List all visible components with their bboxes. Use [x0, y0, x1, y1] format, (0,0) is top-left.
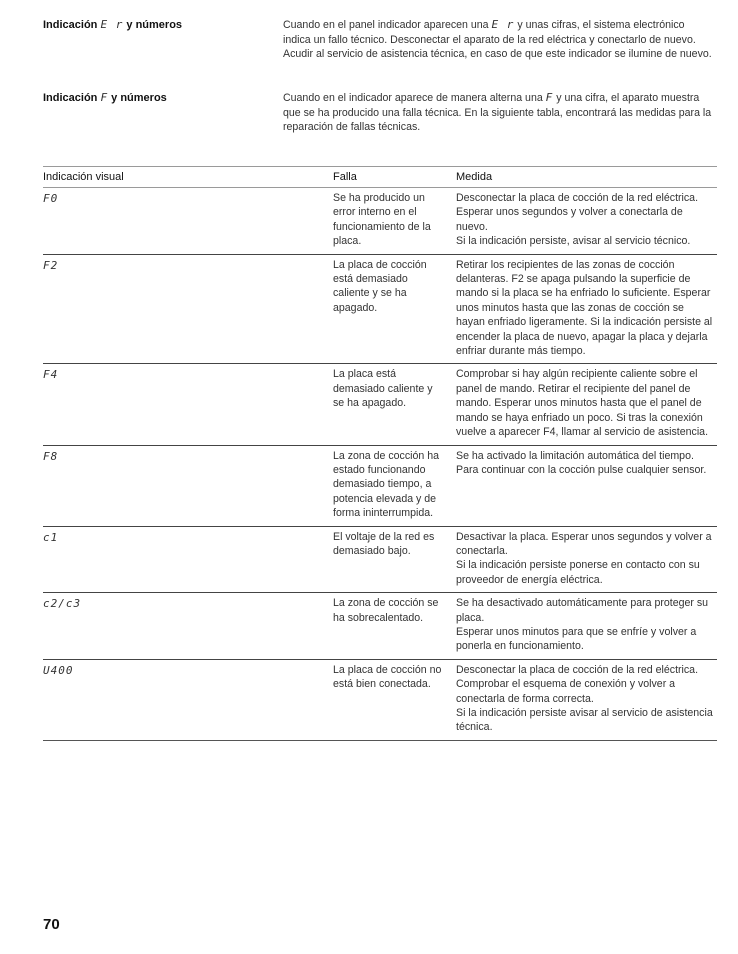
cell-falla: Se ha producido un error interno en el funcionamiento de la placa. — [323, 188, 450, 255]
display-code: c2/c3 — [43, 597, 82, 611]
page-number: 70 — [43, 916, 60, 933]
display-code: c1 — [43, 530, 59, 544]
medida-line: Desconectar la placa de cocción de la red eléctrica. Comprobar el esquema de conexión y volver a conectarla de forma correcta. — [456, 663, 699, 705]
cell-falla: La placa de cocción está demasiado caliente y se ha apagado. — [323, 254, 450, 364]
column-header-medida: Medida — [450, 167, 717, 188]
table-row — [43, 254, 717, 364]
cell-falla: La zona de cocción se ha sobrecalentado. — [323, 593, 450, 660]
table-row — [43, 445, 717, 526]
display-code: F — [545, 91, 554, 104]
cell-display-code — [43, 659, 323, 740]
medida-line: Retirar los recipientes de las zonas de cocción delanteras. F2 se apaga pulsando la superficie de mando si la placa se ha enfriado lo suficiente. Esperar unos minutos hasta que las zonas de cocción se hayan enfriado ligeramente. Si la indicación persiste al encender la placa de nuevo, apagar la placa y dejarla enfriar durante más tiempo. — [456, 258, 713, 358]
label-text: y números — [123, 19, 183, 31]
table-row — [43, 364, 717, 445]
cell-display-code — [43, 364, 323, 445]
table-row — [43, 659, 717, 740]
medida-line: Comprobar si hay algún recipiente caliente sobre el panel de mando. Retirar el recipiente del panel de mando. Esperar unos minutos hasta que el panel de mando se haya enfriado un poco. Si tras la conexión vuelve a aparecer F4, llamar al servicio de asistencia. — [456, 368, 709, 439]
cell-medida — [450, 364, 717, 445]
medida-line: Desconectar la placa de cocción de la red eléctrica. Esperar unos segundos y volver a conectarla de nuevo. — [456, 192, 699, 233]
cell-medida — [450, 526, 717, 593]
cell-display-code — [43, 526, 323, 593]
label-text: Indicación — [43, 19, 101, 31]
cell-display-code — [43, 445, 323, 526]
display-code: F8 — [43, 449, 59, 463]
paragraph-text: Cuando en el panel indicador aparecen una — [283, 19, 492, 31]
cell-medida — [450, 254, 717, 364]
cell-medida — [450, 188, 717, 255]
display-code: U400 — [43, 663, 74, 677]
cell-medida — [450, 659, 717, 740]
display-code: F — [100, 91, 109, 104]
cell-display-code — [43, 254, 323, 364]
intro-label — [43, 18, 182, 31]
display-code: E r — [100, 18, 124, 31]
intro-text — [283, 91, 715, 135]
label-text: y números — [108, 92, 167, 104]
display-code: E r — [491, 18, 515, 31]
medida-line: Para continuar con la cocción pulse cualquier sensor. — [456, 463, 707, 476]
column-header-indicacion: Indicación visual — [43, 167, 323, 188]
medida-line: Si la indicación persiste avisar al servicio de asistencia técnica. — [456, 707, 713, 734]
table-row — [43, 188, 717, 255]
medida-line: Si la indicación persiste, avisar al servicio técnico. — [456, 235, 691, 248]
paragraph-text: Cuando en el indicador aparece de manera alterna una — [283, 92, 546, 104]
cell-display-code — [43, 188, 323, 255]
paragraph-text: y unas cifras, el sistema electrónico indica un fallo técnico. Desconectar el aparato de la red eléctrica y conectarlo de nuevo. Acudir al servicio de asistencia técnica, en caso de que este indicador se ilumine de nuevo. — [283, 19, 712, 61]
paragraph-text: y una cifra, el aparato muestra que se ha producido una falla técnica. En la siguiente tabla, encontrará las medidas para la reparación de fallas técnicas. — [283, 92, 712, 134]
medida-line: Si la indicación persiste ponerse en contacto con su proveedor de energía eléctrica. — [456, 559, 700, 586]
label-text: Indicación — [43, 92, 101, 104]
display-code: F2 — [43, 258, 59, 272]
display-code: F0 — [43, 192, 59, 205]
cell-display-code — [43, 593, 323, 660]
cell-medida — [450, 593, 717, 660]
medida-line: Se ha activado la limitación automática del tiempo. — [456, 449, 694, 462]
column-header-falla: Falla — [323, 167, 450, 188]
intro-label — [43, 91, 167, 104]
table-row — [43, 526, 717, 593]
display-code: F4 — [43, 368, 59, 382]
medida-line: Esperar unos minutos para que se enfríe y volver a ponerla en funcionamiento. — [456, 625, 697, 653]
medida-line: Desactivar la placa. Esperar unos segundos y volver a conectarla. — [456, 530, 712, 557]
cell-medida — [450, 445, 717, 526]
intro-text — [283, 18, 715, 62]
error-table — [43, 166, 717, 741]
cell-falla: La placa de cocción no está bien conectada. — [323, 659, 450, 740]
cell-falla: La placa está demasiado caliente y se ha apagado. — [323, 364, 450, 445]
table-row — [43, 593, 717, 660]
medida-line: Se ha desactivado automáticamente para proteger su placa. — [456, 597, 709, 624]
cell-falla: La zona de cocción ha estado funcionando demasiado tiempo, a potencia elevada y de forma ininterrumpida. — [323, 445, 450, 526]
table-header-row — [43, 167, 717, 188]
cell-falla: El voltaje de la red es demasiado bajo. — [323, 526, 450, 593]
table-body — [43, 188, 717, 741]
